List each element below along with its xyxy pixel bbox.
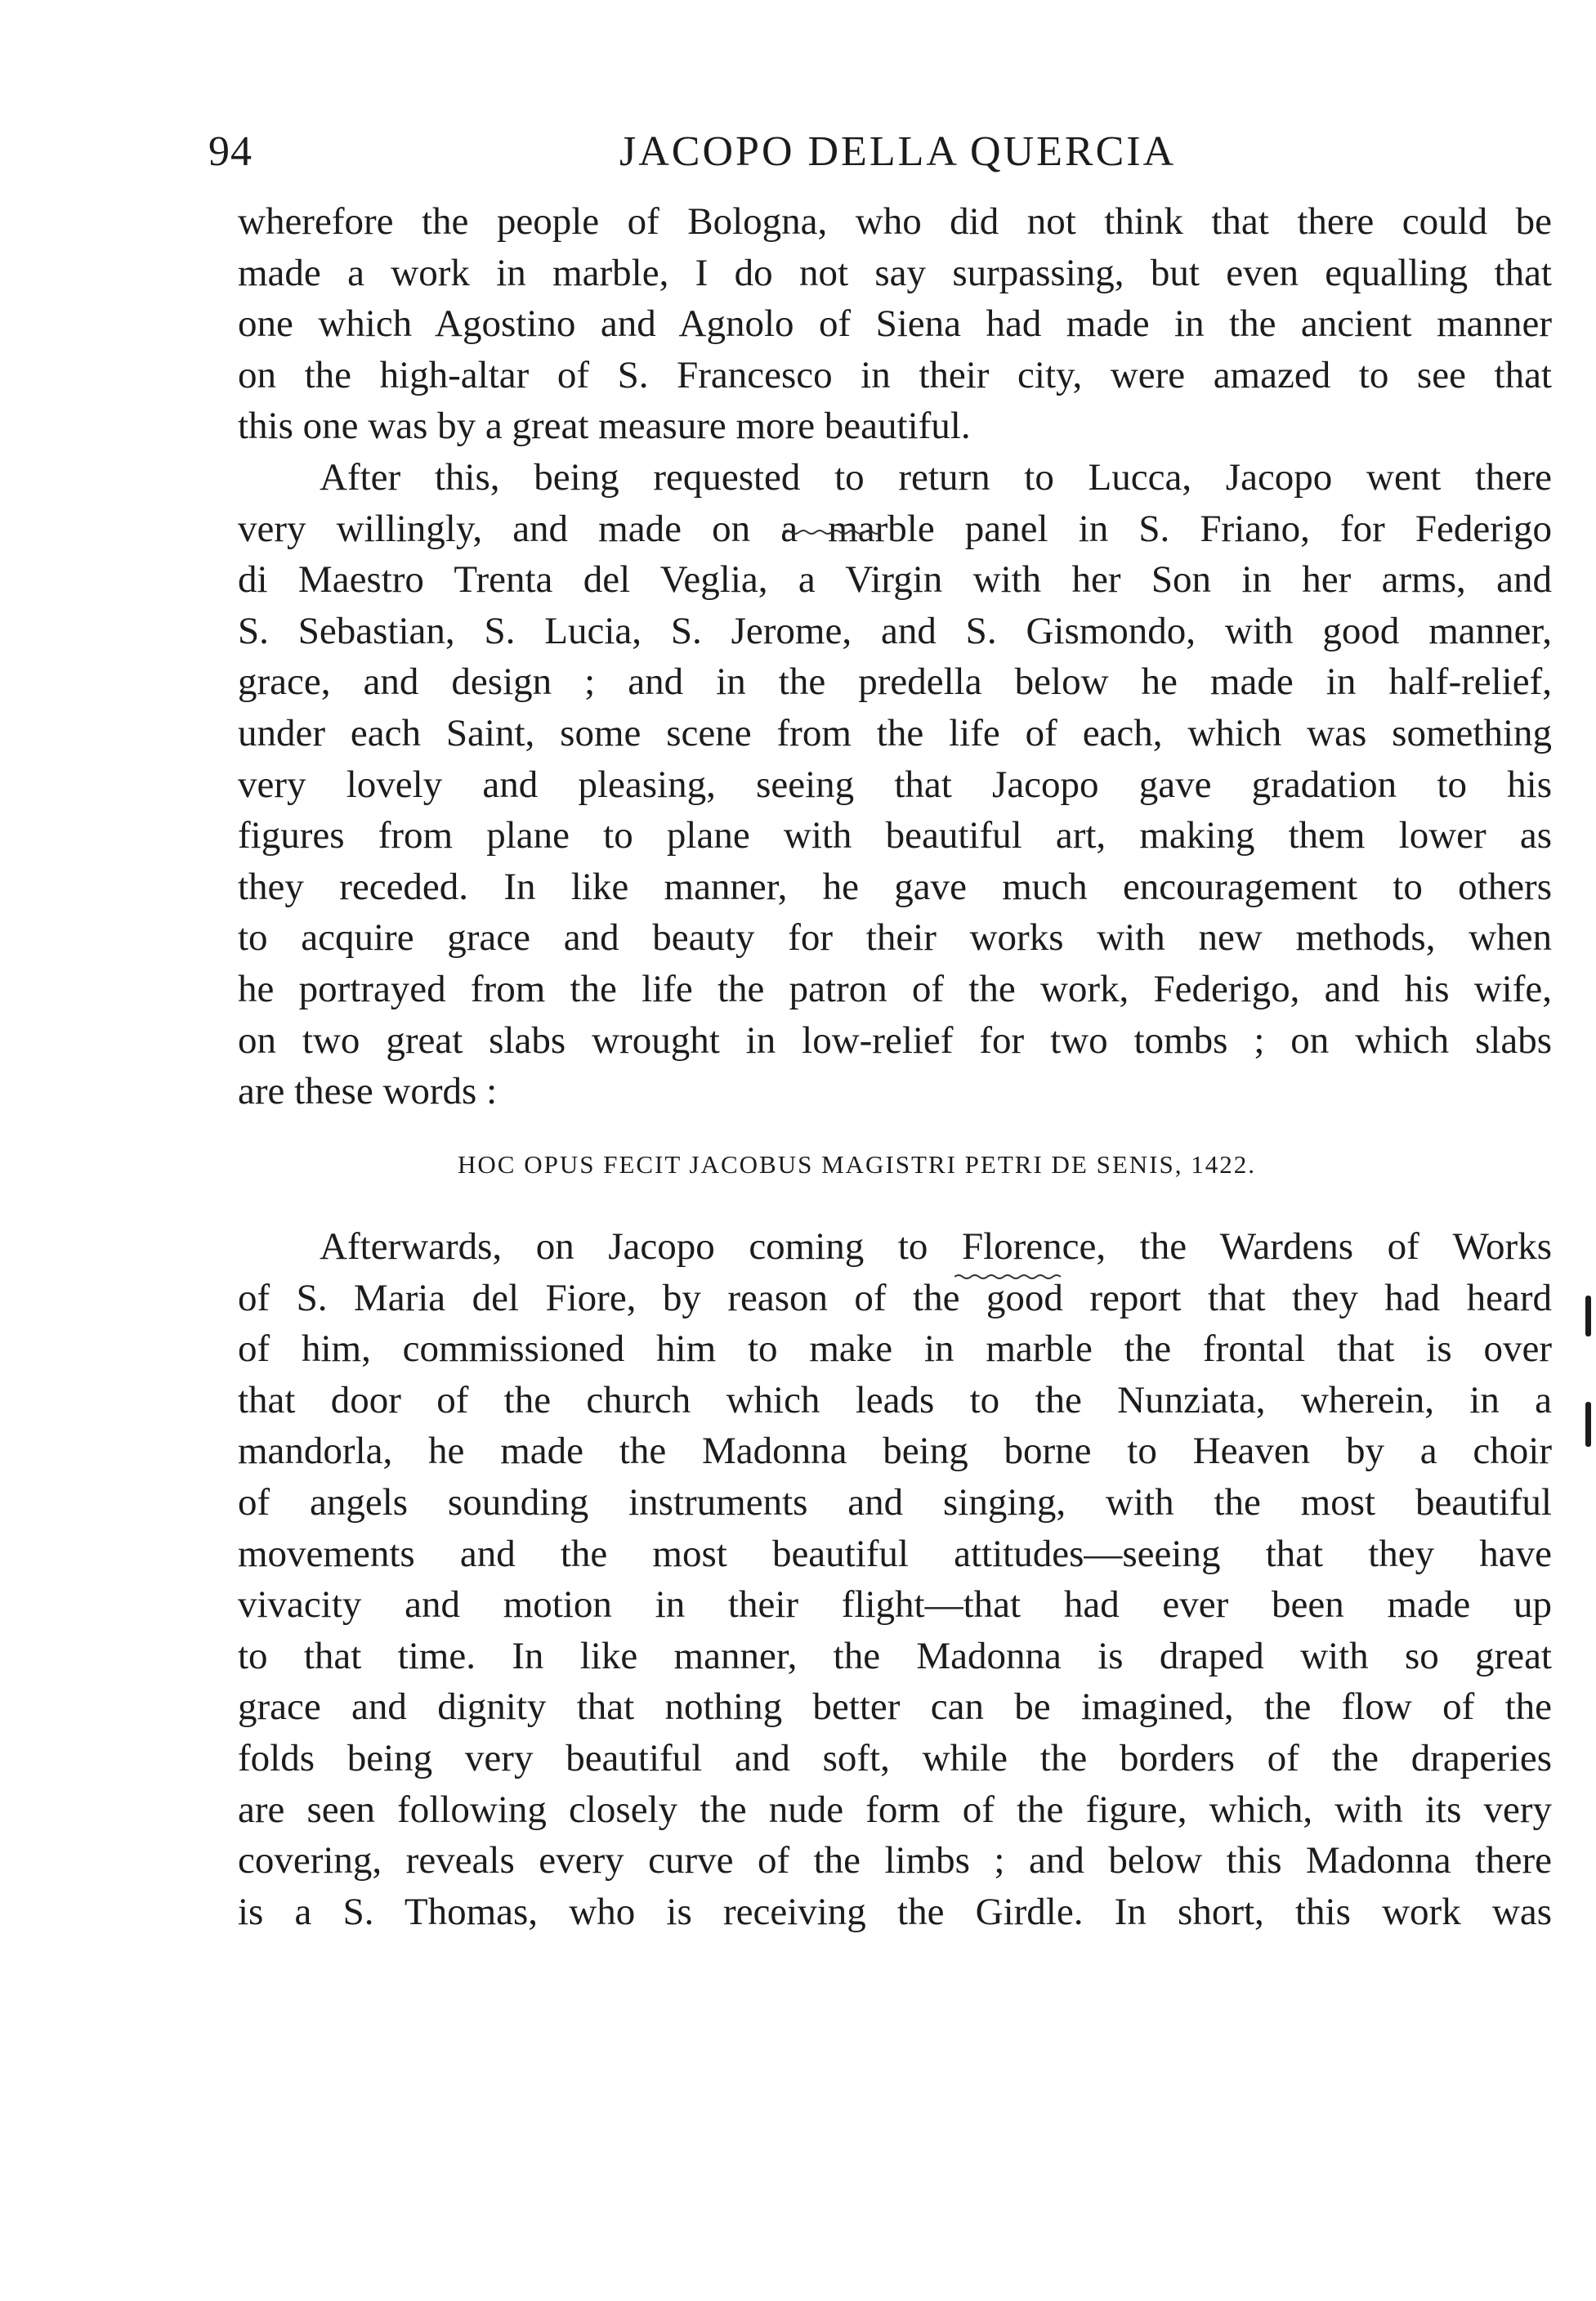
- text-line: covering, reveals every curve of the limbs ; and below this Madonna there: [238, 1839, 1552, 1882]
- page-header: [208, 128, 1565, 185]
- paragraph-start-line: Afterwards, on Jacopo coming to Florence, the Wardens of Works: [320, 1225, 1552, 1268]
- pencil-underline-mark: [954, 1273, 1061, 1281]
- text-line: vivacity and motion in their flight—that had ever been made up: [238, 1583, 1552, 1627]
- text-line: di Maestro Trenta del Veglia, a Virgin with her Son in her arms, and: [238, 558, 1552, 602]
- text-line: very willingly, and made on a marble panel in S. Friano, for Federigo: [238, 507, 1552, 550]
- text-line: one which Agostino and Agnolo of Siena had made in the ancient manner: [238, 302, 1552, 346]
- text-line: movements and the most beautiful attitudes—seeing that they have: [238, 1532, 1552, 1575]
- text-line: on the high-altar of S. Francesco in their city, were amazed to see that: [238, 353, 1552, 396]
- text-block-2: [238, 1221, 1552, 1937]
- text-line: he portrayed from the life the patron of the work, Federigo, and his wife,: [238, 967, 1552, 1010]
- text-block-1: [238, 196, 1552, 1117]
- text-line: on two great slabs wrought in low-relief for two tombs ; on which slabs: [238, 1018, 1552, 1062]
- text-line: grace, and design ; and in the predella below he made in half-relief,: [238, 660, 1552, 704]
- pencil-underline-mark: [783, 528, 881, 536]
- text-line: mandorla, he made the Madonna being borne to Heaven by a choir: [238, 1430, 1552, 1473]
- margin-pencil-mark: [1585, 1402, 1591, 1447]
- text-line: to that time. In like manner, the Madonna is draped with so great: [238, 1634, 1552, 1677]
- text-line: grace and dignity that nothing better can be imagined, the flow of the: [238, 1685, 1552, 1729]
- text-line: of him, commissioned him to make in marble the frontal that is over: [238, 1327, 1552, 1371]
- inscription: HOC OPUS FECIT JACOBUS MAGISTRI PETRI DE SENIS, 1422.: [458, 1150, 1256, 1179]
- text-line: very lovely and pleasing, seeing that Jacopo gave gradation to his: [238, 763, 1552, 806]
- text-line: are these words :: [238, 1070, 498, 1113]
- text-line: figures from plane to plane with beautiful art, making them lower as: [238, 814, 1552, 857]
- text-line: are seen following closely the nude form of the figure, which, with its very: [238, 1788, 1552, 1831]
- margin-pencil-mark: [1585, 1296, 1591, 1336]
- text-line: wherefore the people of Bologna, who did not think that there could be: [238, 200, 1552, 243]
- text-line: this one was by a great measure more beautiful.: [238, 405, 971, 448]
- text-line: S. Sebastian, S. Lucia, S. Jerome, and S. Gismondo, with good manner,: [238, 609, 1552, 652]
- paragraph-start-line: After this, being requested to return to Lucca, Jacopo went there: [320, 455, 1552, 499]
- page-number: 94: [208, 128, 253, 175]
- running-title: JACOPO DELLA QUERCIA: [619, 128, 1177, 175]
- text-line: under each Saint, some scene from the life of each, which was something: [238, 711, 1552, 754]
- text-line: to acquire grace and beauty for their works with new methods, when: [238, 916, 1552, 960]
- text-line: of angels sounding instruments and singing, with the most beautiful: [238, 1480, 1552, 1524]
- text-line: of S. Maria del Fiore, by reason of the good report that they had heard: [238, 1276, 1552, 1319]
- text-line: is a S. Thomas, who is receiving the Girdle. In short, this work was: [238, 1890, 1552, 1933]
- text-line: that door of the church which leads to the Nunziata, wherein, in a: [238, 1378, 1552, 1421]
- text-line: they receded. In like manner, he gave much encouragement to others: [238, 865, 1552, 908]
- text-line: folds being very beautiful and soft, while the borders of the draperies: [238, 1736, 1552, 1779]
- text-line: made a work in marble, I do not say surpassing, but even equalling that: [238, 251, 1552, 294]
